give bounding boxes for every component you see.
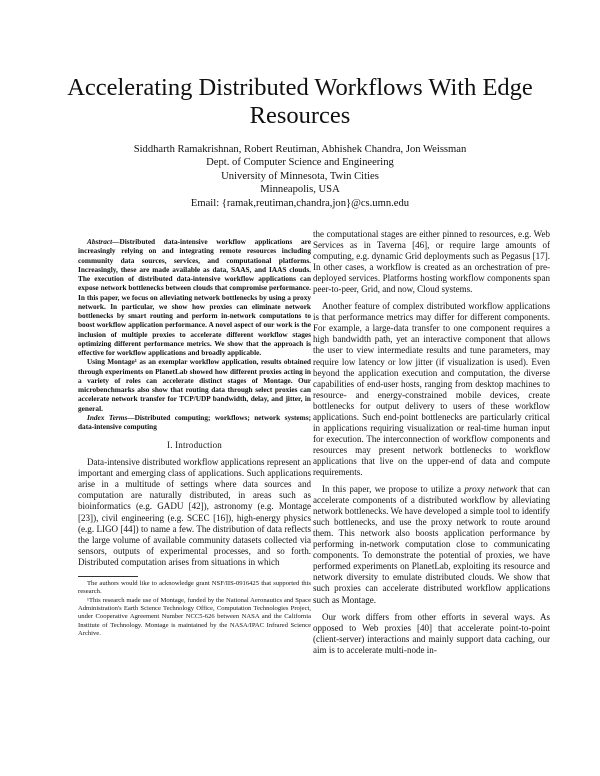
affiliation-dept: Dept. of Computer Science and Engineering <box>206 157 394 169</box>
right-paragraph-3-end: that can accelerate components of a distributed workflow by alleviating network bottlenecks. We have developed a simple tool to identify such bottlenecks, and use the proxy network to route around them. This network also boosts application performance by performing in-network computation close to communicating components. To demonstrate the potential of proxies, we have performed experiments on PlanetLab, exploiting its resource and network diversity to emulate distributed clouds. We show that such proxies can accelerate distributed workflow applications such as Montage. <box>313 484 551 605</box>
footnote-divider <box>78 576 138 577</box>
intro-body <box>78 457 311 567</box>
right-paragraph-4: Our work differs from other efforts in several ways. As opposed to Web proxies [40] that accelerate point-to-point (client-server) interactions and mainly support data caching, our aim is to accelerate multi-node in- <box>313 611 550 655</box>
abstract-text: —Distributed data-intensive workflow applications are increasingly relying on and integrating remote resources including community data sources, services, and computational platforms. Increasingly, these are made available as data, SAAS, and IAAS clouds. The execution of distributed data-intensive workflow applications can expose network bottlenecks between clouds that compromise performance. In this paper, we focus on alleviating network bottlenecks by using a proxy network. In particular, we show how proxies can eliminate network bottlenecks by smart routing and perform in-network computations to boost workflow application performance. A novel aspect of our work is the inclusion of multiple proxies to accelerate different workflow stages optimizing different performance metrics. We show that the approach is effective for workflow applications and broadly applicable. <box>78 237 311 357</box>
affiliation-university: University of Minnesota, Twin Cities <box>221 170 379 182</box>
right-paragraph-2: Another feature of complex distributed workflow applications is that performance metrics may differ for different components. For example, a large-data transfer to one component requires a high bandwidth path, yet an interactive component that allows the user to view intermediate results and tune parameters, may require low latency or low jitter (if visualization is used). Even beyond the application execution and computation, the diverse capabilities of end-user hosts, ranging from desktop machines to resource- and energy-constrained mobile devices, create bottlenecks for output delivery to users of these workflow applications. Such end-point bottlenecks are particularly critical in applications requiring visualization or real-time human input for execution. The interconnection of workflow components and resources may present network bottlenecks to workflow applications that live on the upper-end of data and compute requirements. <box>313 301 550 477</box>
footnote-montage: ¹This research made use of Montage, funded by the National Aeronautics and Space Administration's Earth Science Technology Office, Computation Technologies Project, under Cooperative Agreement Number NCC5-626 between NASA and the California Institute of Technology. Montage is maintained by the NASA/IPAC Infrared Science Archive. <box>78 596 311 638</box>
right-paragraph-3-start: In this paper, we propose to utilize a <box>322 484 465 495</box>
index-terms-label: Index Terms <box>87 412 128 422</box>
proxy-network-term: proxy network <box>464 484 518 495</box>
abstract-label: Abstract <box>87 237 113 246</box>
right-paragraph-1: the computational stages are either pinned to resources, e.g. Web Services as in Taverna [46], or require large amounts of computing, e.g. dynamic Grid deployments such as Pegasus [17]. In other cases, a workflow is created as an orchestration of pre-deployed services. Platforms hosting workflow components span peer-to-peer, Grid, and now, Cloud systems. <box>313 229 550 295</box>
abstract-text-2: Using Montage¹ as an exemplar workflow application, results obtained through experiments on PlanetLab showed how different proxies acting in a variety of roles can accelerate distinct stages of Montage. Our microbenchmarks also show that routing data through select proxies can accelerate network transfer for TCP/UDP bandwidth, delay, and jitter, in general. <box>78 357 311 413</box>
affiliation-city: Minneapolis, USA <box>260 184 340 196</box>
paper-title: Accelerating Distributed Workflows With Edge Resources <box>67 74 533 129</box>
author-names: Siddharth Ramakrishnan, Robert Reutiman, Abhishek Chandra, Jon Weissman <box>133 144 467 155</box>
section-heading-introduction: I. Introduction <box>167 440 222 451</box>
author-block <box>60 143 540 210</box>
index-terms-text: —Distributed computing; workflows; network systems; data-intensive computing <box>78 412 312 431</box>
intro-paragraph-1: Data-intensive distributed workflow applications represent an important and emerging class of applications. Such applications arise in a multitude of settings where data sources and computation are naturally distributed, in areas such as bioinformatics (e.g. GADU [42]), astronomy (e.g. Montage [23]), civil engineering (e.g. SCEC [16]), high-energy physics (e.g. LIGO [44]) to name a few. The distribution of data reflects the large volume of available community datasets collected via sensors, outputs of experimental processes, and so forth. Distributed computation arises from situations in which <box>78 457 311 567</box>
abstract <box>78 237 311 431</box>
right-column <box>313 229 550 656</box>
right-paragraph-3 <box>313 484 550 606</box>
footnote-acknowledgement: The authors would like to acknowledge grant NSF/IIS-0916425 that supported this research. <box>78 579 311 596</box>
left-column <box>78 237 311 639</box>
author-email: Email: {ramak,reutiman,chandra,jon}@cs.umn.edu <box>190 197 410 209</box>
